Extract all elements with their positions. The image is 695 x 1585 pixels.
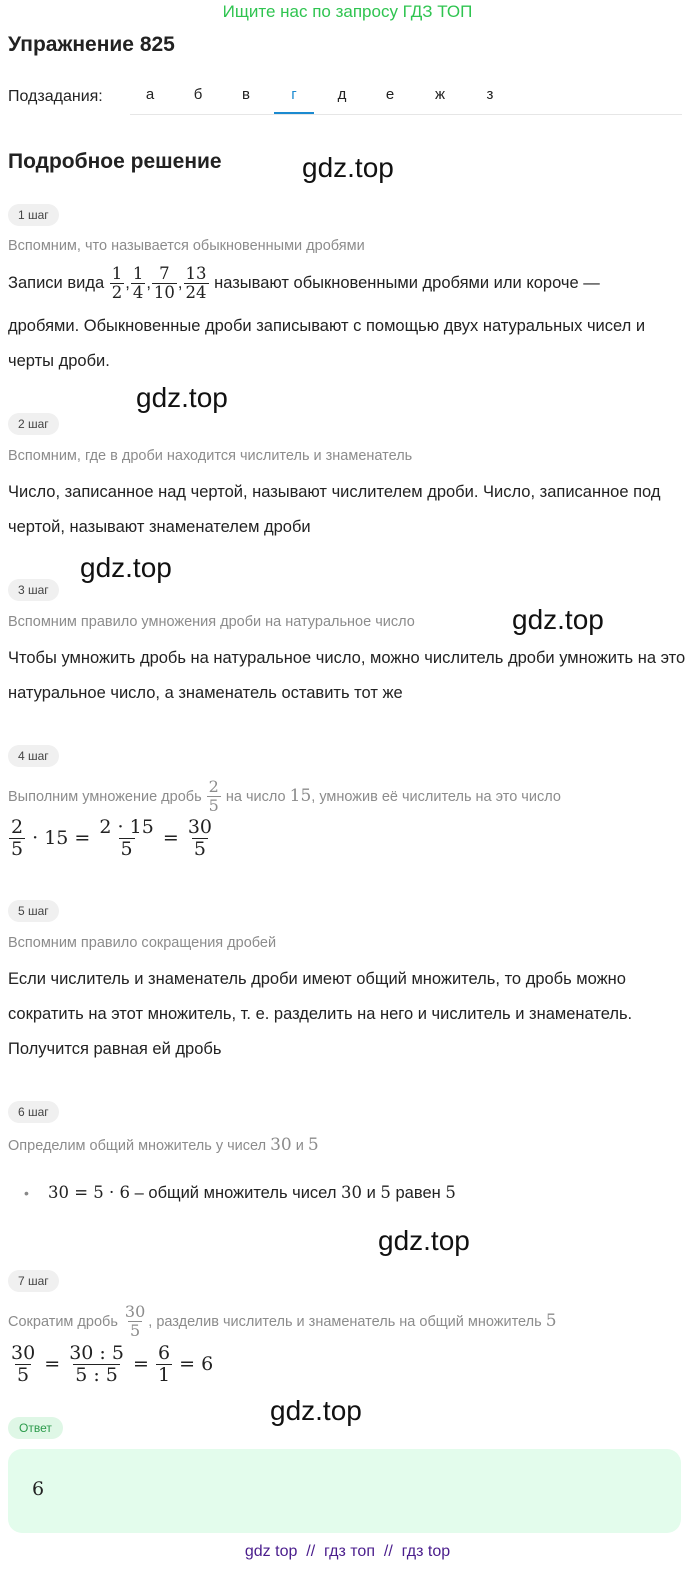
bullet: • <box>24 1185 29 1201</box>
fraction: $\frac{7}{10}$ <box>153 264 175 302</box>
tab-d[interactable]: д <box>337 86 347 103</box>
footer-links[interactable]: gdz top // гдз топ // гдз top <box>244 1543 451 1560</box>
fraction: $\frac{30 : 5}{5 : 5}$ <box>69 1342 124 1386</box>
watermark: gdz.top <box>80 552 172 583</box>
fraction: $\frac{30}{5}$ <box>124 1302 146 1341</box>
text-suffix: называют обыкновенными дробями или короче — <box>214 274 600 292</box>
step-hint: Вспомним правило сокращения дробей <box>8 935 277 951</box>
watermark: gdz.top <box>302 152 394 183</box>
search-hint-banner: Ищите нас по запросу ГДЗ ТОП <box>222 2 473 21</box>
answer-value: 6 <box>32 1478 45 1500</box>
watermark: gdz.top <box>378 1225 470 1256</box>
equation: $\frac{30}{5}$ = $\frac{30 : 5}{5 : 5}$ = $\frac{6}{1}$ = 6 <box>11 1342 214 1386</box>
fraction: $\frac{6}{1}$ <box>157 1342 171 1386</box>
step-badge: 5 шаг <box>8 900 59 922</box>
fraction: $\frac{30}{5}$ <box>187 816 212 860</box>
subtasks-label: Подзадания: <box>8 88 103 105</box>
step-text: Записи вида $\frac{1}{2}$ , $\frac{1}{4}$ , $\frac{7}{10}$ , $\frac{13}{24}$ называют обыкновенными дробями или короче — <box>8 264 600 302</box>
tab-v[interactable]: в <box>242 86 250 103</box>
text-prefix: Записи вида <box>8 274 105 292</box>
fraction: $\frac{1}{4}$ <box>132 264 144 302</box>
step-hint: Сократим дробь $\frac{30}{5}$ , разделив числитель и знаменатель на общий множитель 5 <box>8 1302 557 1341</box>
step-badge: 1 шаг <box>8 204 59 226</box>
subtask-tabs <box>130 78 682 115</box>
watermark: gdz.top <box>512 604 604 635</box>
fraction: $\frac{13}{24}$ <box>185 264 207 302</box>
step-hint: Определим общий множитель у чисел 30 и 5 <box>8 1135 319 1155</box>
step-text: Если числитель и знаменатель дроби имеют общий множитель, то дробь можно сократить на этот множитель, т. е. разделить на него и числитель и знаменатель. Получится равная ей дробь <box>8 970 633 1058</box>
step-badge: 2 шаг <box>8 413 59 435</box>
tab-a[interactable]: а <box>145 86 155 103</box>
answer-badge: Ответ <box>8 1417 63 1439</box>
step-badge: 4 шаг <box>8 745 59 767</box>
step-badge: 7 шаг <box>8 1270 59 1292</box>
fraction: $\frac{30}{5}$ <box>11 1342 36 1386</box>
fraction: $\frac{2}{5}$ <box>11 816 24 860</box>
answer-box <box>8 1449 681 1533</box>
fraction: $\frac{1}{2}$ <box>111 264 123 302</box>
step-text: Чтобы умножить дробь на натуральное число, можно числитель дроби умножить на это натуральное число, а знаменатель оставить тот же <box>8 649 686 702</box>
page-title: Упражнение 825 <box>8 33 175 56</box>
step-hint: Вспомним, где в дроби находится числитель и знаменатель <box>8 448 413 464</box>
step-hint: Выполним умножение дробь $\frac{2}{5}$ на число 15, умножив её числитель на это число <box>8 777 561 816</box>
equation: $\frac{2}{5}$ · 15 = $\frac{2 \cdot 15}{5}$ = $\frac{30}{5}$ <box>11 816 212 860</box>
step-hint: Вспомним, что называется обыкновенными дробями <box>8 238 365 254</box>
watermark: gdz.top <box>270 1395 362 1426</box>
fraction: $\frac{2}{5}$ <box>208 777 219 816</box>
section-title: Подробное решение <box>8 150 222 173</box>
watermark: gdz.top <box>136 382 228 413</box>
step-text-rest: дробями. Обыкновенные дроби записывают с помощью двух натуральных чисел и черты дроби. <box>8 317 646 370</box>
tab-z[interactable]: з <box>486 86 494 103</box>
bullet-text: 30 = 5 · 6 – общий множитель чисел 30 и 5 равен 5 <box>48 1183 456 1202</box>
tab-b[interactable]: б <box>193 86 203 103</box>
step-badge: 6 шаг <box>8 1101 59 1123</box>
step-badge: 3 шаг <box>8 579 59 601</box>
step-hint: Вспомним правило умножения дроби на натуральное число <box>8 614 415 630</box>
step-text: Число, записанное над чертой, называют числителем дроби. Число, записанное под чертой, называют знаменателем дроби <box>8 483 661 536</box>
tab-e[interactable]: е <box>385 86 395 103</box>
tab-g[interactable]: г <box>274 78 314 114</box>
tab-zh[interactable]: ж <box>434 86 446 103</box>
fraction: $\frac{2 \cdot 15}{5}$ <box>99 816 154 860</box>
